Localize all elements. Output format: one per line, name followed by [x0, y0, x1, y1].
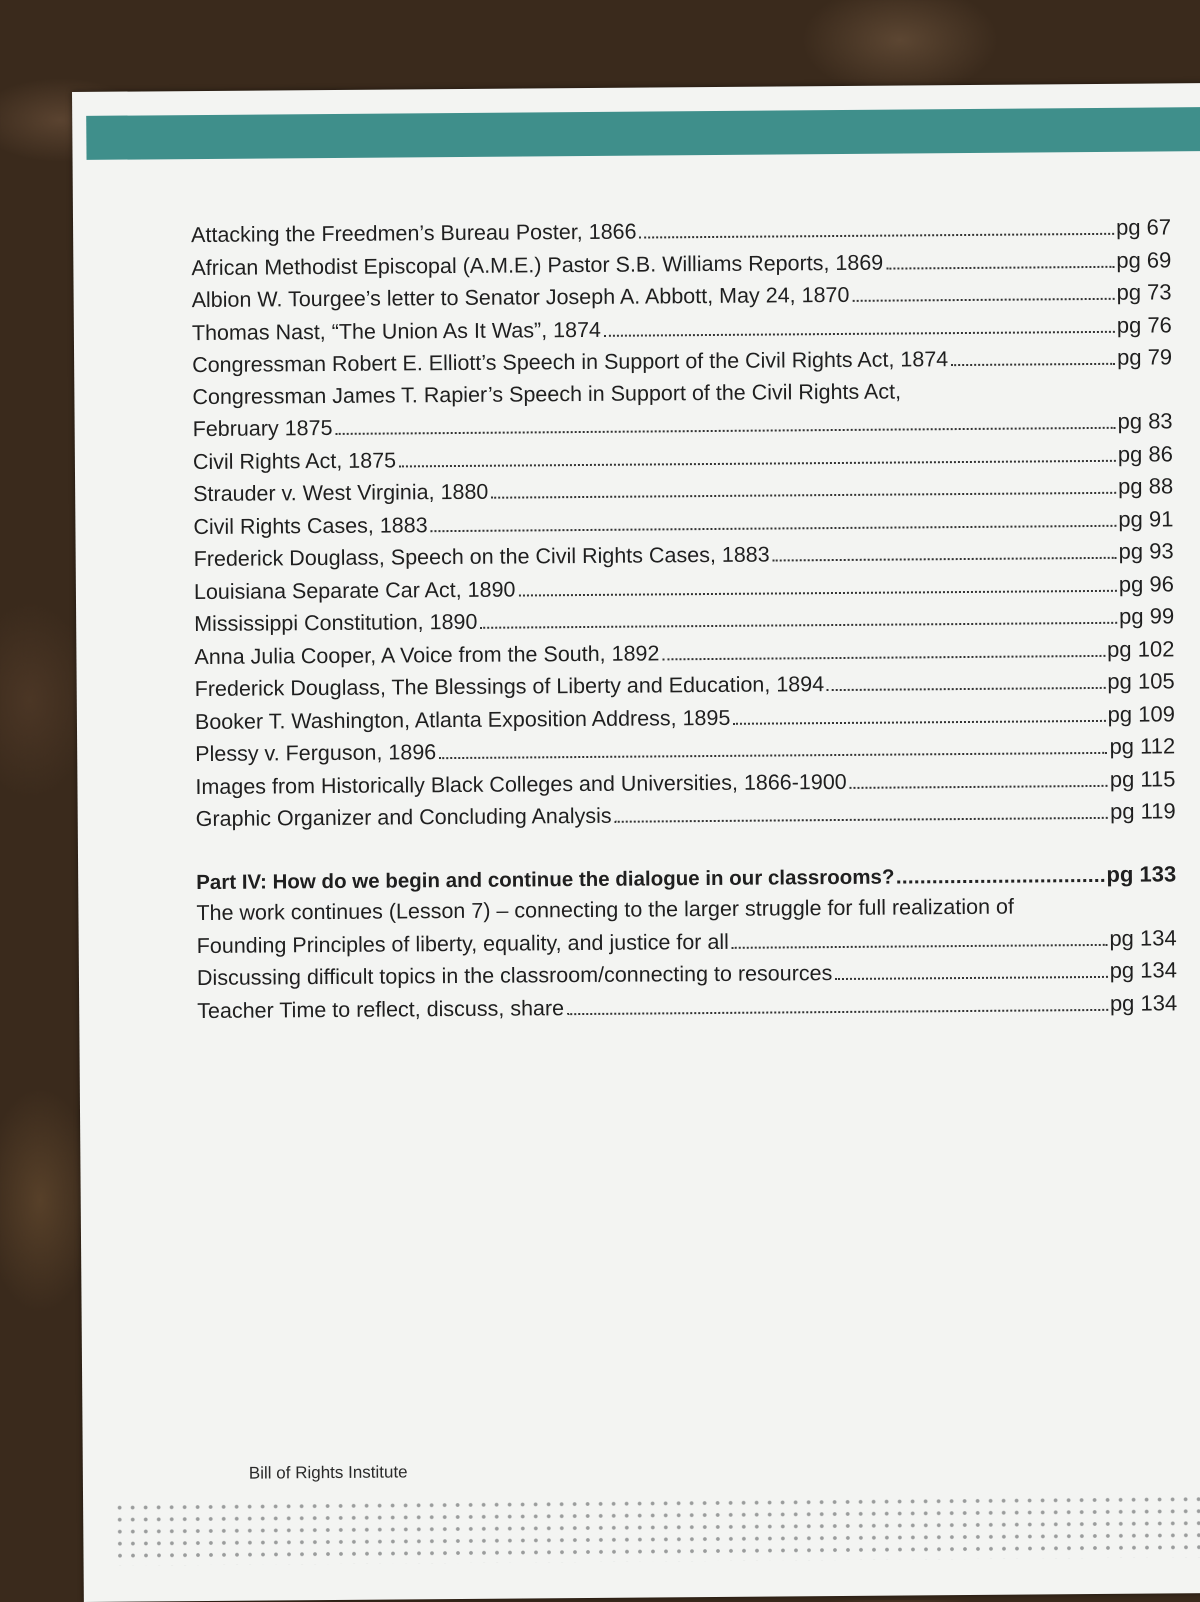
dot-leader	[662, 654, 1105, 659]
toc-entry-page: pg 83	[1117, 408, 1173, 434]
toc-entry-title: Congressman Robert E. Elliott’s Speech in Support of the Civil Rights Act, 1874	[192, 347, 949, 378]
toc-entry-page: pg 105	[1107, 668, 1175, 694]
toc-entry-title: Images from Historically Black Colleges and Universities, 1866-1900	[195, 769, 847, 799]
dot-leader	[827, 687, 1105, 691]
toc-entry-page: pg 91	[1118, 505, 1174, 532]
toc-entry-title: Anna Julia Cooper, A Voice from the South, 1892	[194, 640, 660, 669]
toc-entry-title: Civil Rights Cases, 1883	[193, 512, 428, 539]
toc-entry-page: pg 76	[1116, 311, 1172, 338]
toc-entry-page: pg 99	[1118, 603, 1175, 629]
toc-entry-title: Teacher Time to reflect, discuss, share	[197, 995, 565, 1023]
toc-entry-title: Discussing difficult topics in the classroom/connecting to resources	[196, 961, 833, 991]
toc-entry-page: pg 102	[1107, 635, 1175, 662]
toc-entry-title: Civil Rights Act, 1875	[192, 447, 397, 474]
toc-entry-page: pg 79	[1116, 344, 1173, 370]
toc-entry-title: Booker T. Washington, Atlanta Exposition Address, 1895	[194, 705, 731, 734]
dot-leader	[733, 719, 1105, 724]
dot-leader	[604, 330, 1115, 336]
toc-entry-title: Frederick Douglass, The Blessings of Liberty and Education, 1894	[194, 672, 825, 702]
toc-entry-page: pg 134	[1109, 989, 1178, 1016]
header-accent-bar	[86, 107, 1200, 160]
toc-entry-title: Louisiana Separate Car Act, 1890	[193, 577, 516, 604]
footer-publisher: Bill of Rights Institute	[248, 1462, 408, 1483]
dot-leader	[773, 557, 1117, 562]
toc-entry-page: pg 109	[1107, 700, 1176, 727]
toc-entry-title: The work continues (Lesson 7) – connecting to the larger struggle for full realization of	[196, 894, 1014, 926]
toc-entry-page: pg 96	[1118, 570, 1174, 597]
dot-leader	[850, 784, 1108, 788]
dot-leader	[886, 265, 1114, 269]
toc-entry-title: Mississippi Constitution, 1890	[194, 609, 478, 637]
toc-entry-page: pg 115	[1109, 765, 1176, 792]
toc-entry-title: Albion W. Tourgee’s letter to Senator Joseph A. Abbott, May 24, 1870	[191, 282, 850, 313]
toc-entry-title: Congressman James T. Rapier’s Speech in Support of the Civil Rights Act,	[192, 378, 902, 409]
dot-leader	[640, 233, 1115, 239]
dot-leader	[732, 943, 1108, 948]
dot-leader	[835, 976, 1107, 980]
dot-leader	[431, 524, 1117, 531]
dot-leader	[491, 492, 1116, 499]
toc-entry-page: pg 93	[1118, 538, 1174, 564]
toc-entry-title: Attacking the Freedmen’s Bureau Poster, 1866	[191, 219, 637, 248]
table-of-contents	[191, 211, 1177, 1027]
toc-entry-page: pg 73	[1116, 279, 1172, 305]
toc-entry-title: Founding Principles of liberty, equality, and justice for all	[196, 929, 729, 958]
toc-entry-title: Plessy v. Ferguson, 1896	[195, 740, 437, 767]
toc-entry-title: Graphic Organizer and Concluding Analysis	[195, 803, 612, 832]
dot-leader	[480, 622, 1117, 629]
dot-leader	[852, 298, 1114, 302]
document-page	[72, 83, 1200, 1602]
toc-entry-page: pg 134	[1109, 924, 1177, 951]
dot-leader	[615, 817, 1108, 823]
toc-entry-page: pg 119	[1109, 798, 1176, 824]
toc-entry-page: pg 112	[1109, 733, 1176, 759]
toc-entry-page: pg 86	[1117, 440, 1173, 467]
part-heading-page: pg 133	[1106, 860, 1177, 887]
dot-leader	[951, 363, 1115, 366]
dot-leader	[567, 1008, 1108, 1014]
toc-entry-title: Frederick Douglass, Speech on the Civil Rights Cases, 1883	[193, 542, 770, 572]
dot-leader	[518, 589, 1116, 596]
toc-entry-page: pg 88	[1117, 473, 1174, 499]
footer-dot-pattern	[113, 1493, 1200, 1566]
dot-leader	[399, 459, 1116, 467]
toc-entry-title: Thomas Nast, “The Union As It Was”, 1874	[191, 317, 602, 345]
toc-entry-title: Strauder v. West Virginia, 1880	[193, 479, 489, 507]
toc-entry-title: African Methodist Episcopal (A.M.E.) Pastor S.B. Williams Reports, 1869	[191, 250, 884, 280]
toc-entry-title: February 1875	[192, 415, 333, 442]
toc-entry-page: pg 69	[1116, 246, 1172, 273]
dot-leader	[897, 878, 1104, 883]
toc-entry-page: pg 67	[1115, 214, 1172, 240]
dot-leader	[439, 752, 1107, 759]
part-heading-title: Part IV: How do we begin and continue the dialogue in our classrooms?	[196, 865, 895, 894]
dot-leader	[336, 427, 1116, 435]
toc-entry-page: pg 134	[1109, 957, 1178, 983]
